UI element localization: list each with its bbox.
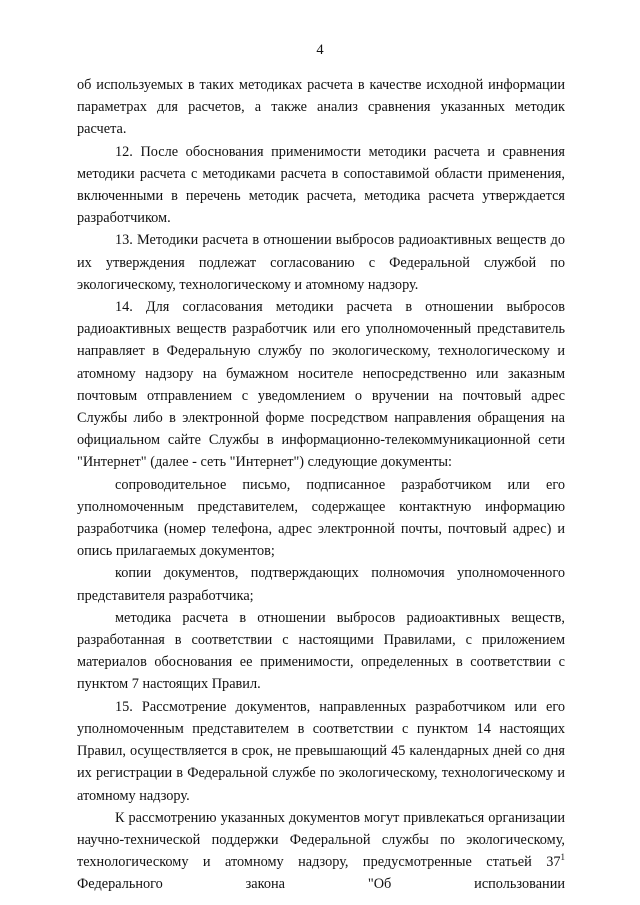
- paragraph-item-13: 13. Методики расчета в отношении выбросов радиоактивных веществ до их утверждения подлежат согласованию с Федеральной службой по экологическому, технологическому и атомному надзору.: [77, 232, 565, 293]
- list-item-methodology: методика расчета в отношении выбросов радиоактивных веществ, разработанная в соответствии с настоящими Правилами, с приложением материалов обоснования ее применимости, определенных в соответствии с пунктом 7 настоящих Правил.: [77, 609, 565, 693]
- paragraph-item-15: 15. Рассмотрение документов, направленных разработчиком или его уполномоченным представителем в соответствии с пунктом 14 настоящих Правил, осуществляется в срок, не превышающий 45 календарных дней со дня их регистрации в Федеральной службе по экологическому, технологическому и атомному надзору.: [77, 698, 565, 804]
- paragraph-organizations: [77, 807, 565, 896]
- article-superscript: 1: [560, 852, 565, 863]
- paragraph-item-14: 14. Для согласования методики расчета в отношении выбросов радиоактивных веществ разработчик или его уполномоченный представитель направляет в Федеральную службу по экологическому, технологическому и атомному надзору на бумажном носителе непосредственно или заказным почтовым отправлением с уведомлением о вручении на почтовый адрес Службы либо в электронной форме посредством направления обращения на официальном сайте Службы в информационно-телекоммуникационной сети "Интернет" (далее - сеть "Интернет") следующие документы:: [77, 299, 565, 471]
- list-item-authority-copies: копии документов, подтверждающих полномочия уполномоченного представителя разработчика;: [77, 565, 565, 604]
- page-number: 4: [316, 42, 324, 58]
- paragraph-organizations-tail: Федерального закона "Об использовании: [77, 876, 565, 893]
- paragraph-item-12: 12. После обоснования применимости методики расчета и сравнения методики расчета с методиками расчета в сопоставимой области применения, включенными в перечень методик расчета, методика расчета утверждается разработчиком.: [77, 143, 565, 227]
- list-item-cover-letter: сопроводительное письмо, подписанное разработчиком или его уполномоченным представителем, содержащее контактную информацию разработчика (номер телефона, адрес электронной почты, почтовый адрес) и опись прилагаемых документов;: [77, 476, 565, 560]
- paragraph-continuation: об используемых в таких методиках расчета в качестве исходной информации параметрах для расчетов, а также анализ сравнения указанных методик расчета.: [77, 77, 565, 138]
- document-body: [77, 74, 565, 896]
- paragraph-organizations-text: К рассмотрению указанных документов могут привлекаться организации научно-технической поддержки Федеральной службы по экологическому, технологическому и атомному надзору, предусмотренные статьей 37: [77, 809, 565, 871]
